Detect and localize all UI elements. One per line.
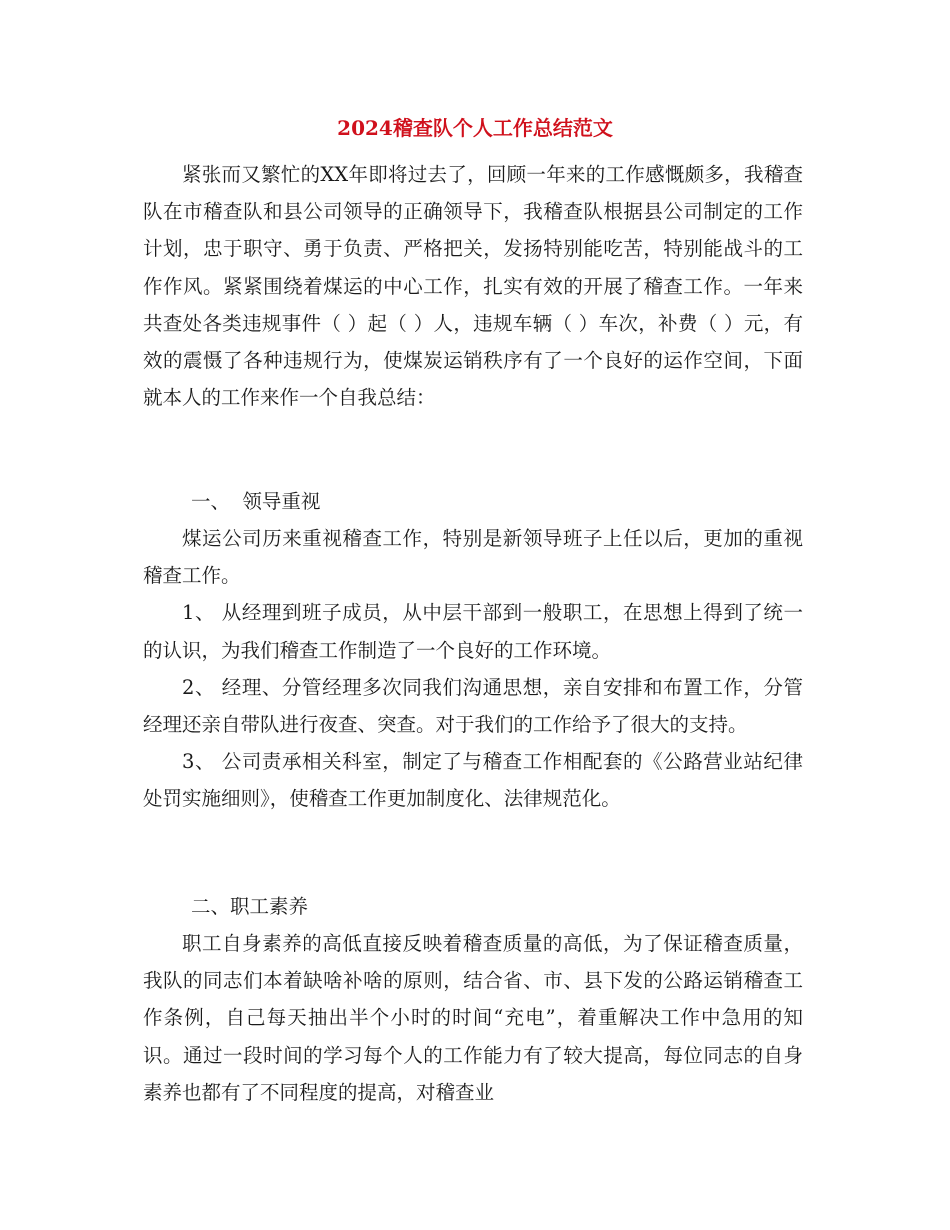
paragraph: 职工自身素养的高低直接反映着稽查质量的高低，为了保证稽查质量，我队的同志们本着缺啥补啥的原则，结合省、市、县下发的公路运销稽查工作条例，自己每天抽出半个小时的时间“充电”，着重解决工作中急用的知识。通过一段时间的学习每个人的工作能力有了较大提高，每位同志的自身素养也都有了不同程度的提高，对稽查业 (143, 932, 803, 1104)
intro-paragraph: 紧张而又繁忙的XX年即将过去了，回顾一年来的工作感慨颇多，我稽查队在市稽查队和县公司领导的正确领导下，我稽查队根据县公司制定的工作计划，忠于职守、勇于负责、严格把关，发扬特别能吃苦，特别能战斗的工作作风。紧紧围绕着煤运的中心工作，扎实有效的开展了稽查工作。一年来共查处各类违规事件（ ）起（ ）人，违规车辆（ ）车次，补费（ ）元，有效的震慑了各种违规行为，使煤炭运销秩序有了一个良好的运作空间，下面就本人的工作来作一个自我总结： (143, 163, 803, 410)
section-body-leadership (143, 520, 803, 818)
list-item: 2、 经理、分管经理多次同我们沟通思想，亲自安排和布置工作，分管经理还亲自带队进行夜查、突查。对于我们的工作给予了很大的支持。 (143, 675, 803, 737)
section-heading-staff-quality: 二、职工素养 (191, 895, 309, 918)
section-body-staff-quality (143, 925, 803, 1111)
intro-block (143, 156, 803, 416)
section-heading-leadership: 一、 领导重视 (191, 490, 321, 513)
document-title: 2024稽查队个人工作总结范文 (337, 116, 613, 140)
list-item: 3、 公司责承相关科室，制定了与稽查工作相配套的《公路营业站纪律处罚实施细则》，使稽查工作更加制度化、法律规范化。 (143, 750, 803, 811)
list-item: 1、 从经理到班子成员，从中层干部到一般职工，在思想上得到了统一的认识，为我们稽查工作制造了一个良好的工作环境。 (143, 601, 803, 662)
paragraph: 煤运公司历来重视稽查工作，特别是新领导班子上任以后，更加的重视稽查工作。 (143, 527, 803, 588)
